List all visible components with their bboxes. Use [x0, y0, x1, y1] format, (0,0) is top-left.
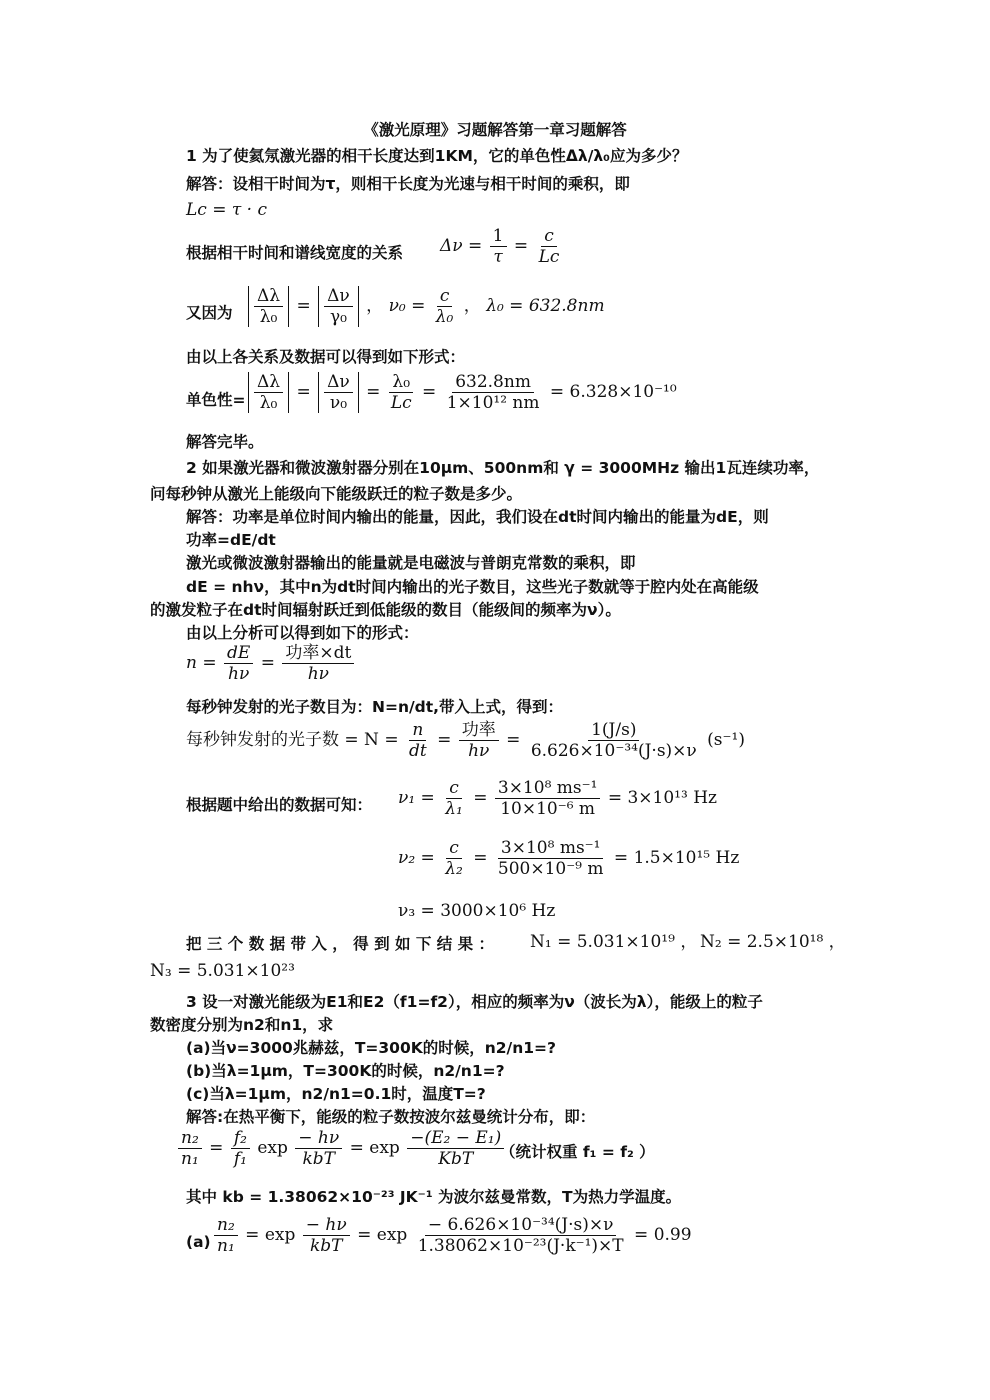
- q2-eq-photon-count: n = $\frac{dE}{h\nu}$ = 功率×dt hν: [186, 643, 356, 684]
- q1-eq-monochromaticity: Δλ λ₀ = Δν ν₀ = $\frac{\text{λ₀}}{Lc}$ = $\frac{632.8nm}{\text{1×10¹² nm}}$ = 6.328×10⁻¹⁰: [246, 372, 677, 413]
- abs-value: Δλ λ₀: [248, 286, 289, 327]
- q3-answer-intro: 解答:在热平衡下，能级的粒子数按波尔兹曼统计分布，即：: [186, 1108, 596, 1126]
- q2-eq-nu1: ν₁ = $\frac{c}{\text{λ₁}}$ = $\frac{\text{3×10⁸ ms⁻¹}}{\text{10×10⁻⁶ m}}$ = 3×10¹³ Hz: [398, 778, 717, 819]
- q1-question: 1 为了使氦氖激光器的相干长度达到1KM，它的单色性Δλ/λ₀应为多少？: [186, 147, 688, 165]
- fraction: $\frac{c}{Lc}$: [538, 226, 560, 267]
- q2-eq-photon-rate: 每秒钟发射的光子数 = N = $\frac{n}{dt}$ = 功率 hν = $\frac{1(J/s)}{\text{6.626×10⁻³⁴(J·s)×ν}}$ (s⁻¹): [186, 720, 745, 761]
- q3-question-line2: 数密度分别为n2和n1，求: [150, 1016, 334, 1034]
- q1-answer-intro: 解答：设相干时间为τ，则相干长度为光速与相干时间的乘积，即: [186, 175, 630, 193]
- q2-per-second-label: 每秒钟发射的光子数目为：N=n/dt,带入上式，得到：: [186, 698, 564, 716]
- q2-result-N1: N₁ = 5.031×10¹⁹ ，: [530, 932, 698, 952]
- q1-derive-label: 由以上各关系及数据可以得到如下形式：: [186, 348, 466, 366]
- fraction: $\frac{632.8nm}{\text{1×10¹² nm}}$: [446, 372, 540, 413]
- q3-part-a: (a)当ν=3000兆赫兹，T=300K的时候，n2/n1=?: [186, 1039, 557, 1057]
- fraction: $\frac{1}{\tau}$: [490, 226, 507, 267]
- q1-mono-label: 单色性=: [186, 391, 246, 409]
- q1-eq-ratio: Δλ λ₀ = Δν γ₀ ， ν₀ = $\frac{c}{\text{λ₀}}$ ， λ₀ = 632.8nm: [246, 286, 605, 327]
- eq-lhs: Δν =: [440, 236, 483, 256]
- abs-value: Δν γ₀: [318, 286, 359, 327]
- q2-question-line2: 问每秒钟从激光上能级向下能级跃迁的粒子数是多少。: [150, 485, 523, 503]
- q1-also-label: 又因为: [186, 304, 233, 322]
- q1-eq-coherence-length: Lc = τ · c: [186, 200, 267, 220]
- document-title: 《激光原理》习题解答第一章习题解答: [363, 121, 627, 139]
- q2-eq-nu2: ν₂ = $\frac{c}{\text{λ₂}}$ = $\frac{\text{3×10⁸ ms⁻¹}}{\text{500×10⁻⁹ m}}$ = 1.5×10¹⁵ Hz: [398, 838, 740, 879]
- q1-relation-label: 根据相干时间和谱线宽度的关系: [186, 244, 404, 262]
- q1-eq-linewidth: Δν = $\frac{1}{\tau}$ = $\frac{c}{Lc}$: [440, 226, 564, 267]
- q2-answer-line5: 的激发粒子在dt时间辐射跃迁到低能级的数目（能级间的频率为ν）。: [150, 601, 621, 619]
- q3-kb-line: 其中 kb = 1.38062×10⁻²³ JK⁻¹ 为波尔兹曼常数，T为热力学温度。: [186, 1188, 682, 1206]
- q2-result-N3: N₃ = 5.031×10²³: [150, 961, 295, 981]
- q3-part-b: (b)当λ=1μm，T=300K的时候，n2/n1=?: [186, 1062, 505, 1080]
- q2-answer-line2: 功率=dE/dt: [186, 531, 276, 549]
- q3-a-label: (a): [186, 1233, 211, 1251]
- q2-data-label: 根据题中给出的数据可知：: [186, 796, 373, 814]
- q2-answer-line4: dE = nhν，其中n为dt时间内输出的光子数目，这些光子数就等于腔内处在高能级: [186, 578, 759, 596]
- q1-done: 解答完毕。: [186, 433, 264, 451]
- fraction: $\frac{c}{\text{λ₀}}$: [435, 286, 454, 327]
- q2-eq-nu3: ν₃ = 3000×10⁶ Hz: [398, 901, 556, 921]
- q3-statistical-weight: （统计权重 f₁ = f₂ ）: [500, 1143, 655, 1161]
- q2-answer-line3: 激光或微波激射器输出的能量就是电磁波与普朗克常数的乘积，即: [186, 554, 636, 572]
- q2-answer-line1: 解答：功率是单位时间内输出的能量，因此，我们设在dt时间内输出的能量为dE，则: [186, 508, 769, 526]
- q3-eq-part-a: $\frac{\text{n₂}}{\text{n₁}}$ = exp − hν kbT = exp $\frac{\text{− 6.626×10⁻³⁴(J·s)×ν}}{\text{1.38062×10⁻²³(J·k⁻¹)×T}}$ = 0.99: [212, 1215, 692, 1256]
- q3-part-c: (c)当λ=1μm，n2/n1=0.1时，温度T=?: [186, 1085, 486, 1103]
- q3-question-line1: 3 设一对激光能级为E1和E2（f1=f2），相应的频率为ν（波长为λ），能级上的粒子: [186, 993, 763, 1011]
- q2-question-line1: 2 如果激光器和微波激射器分别在10μm、500nm和 γ = 3000MHz 输出1瓦连续功率，: [186, 459, 820, 477]
- q2-answer-line6: 由以上分析可以得到如下的形式：: [186, 624, 419, 642]
- q2-result-label: 把 三 个 数 据 带 入 ， 得 到 如 下 结 果 ：: [186, 935, 495, 953]
- q2-result-N2: N₂ = 2.5×10¹⁸ ，: [700, 932, 846, 952]
- q3-eq-boltzmann: $\frac{\text{n₂}}{\text{n₁}}$ = $\frac{\text{f₂}}{\text{f₁}}$ exp − hν kbT = exp −(E₂ − E₁) KbT: [176, 1128, 506, 1169]
